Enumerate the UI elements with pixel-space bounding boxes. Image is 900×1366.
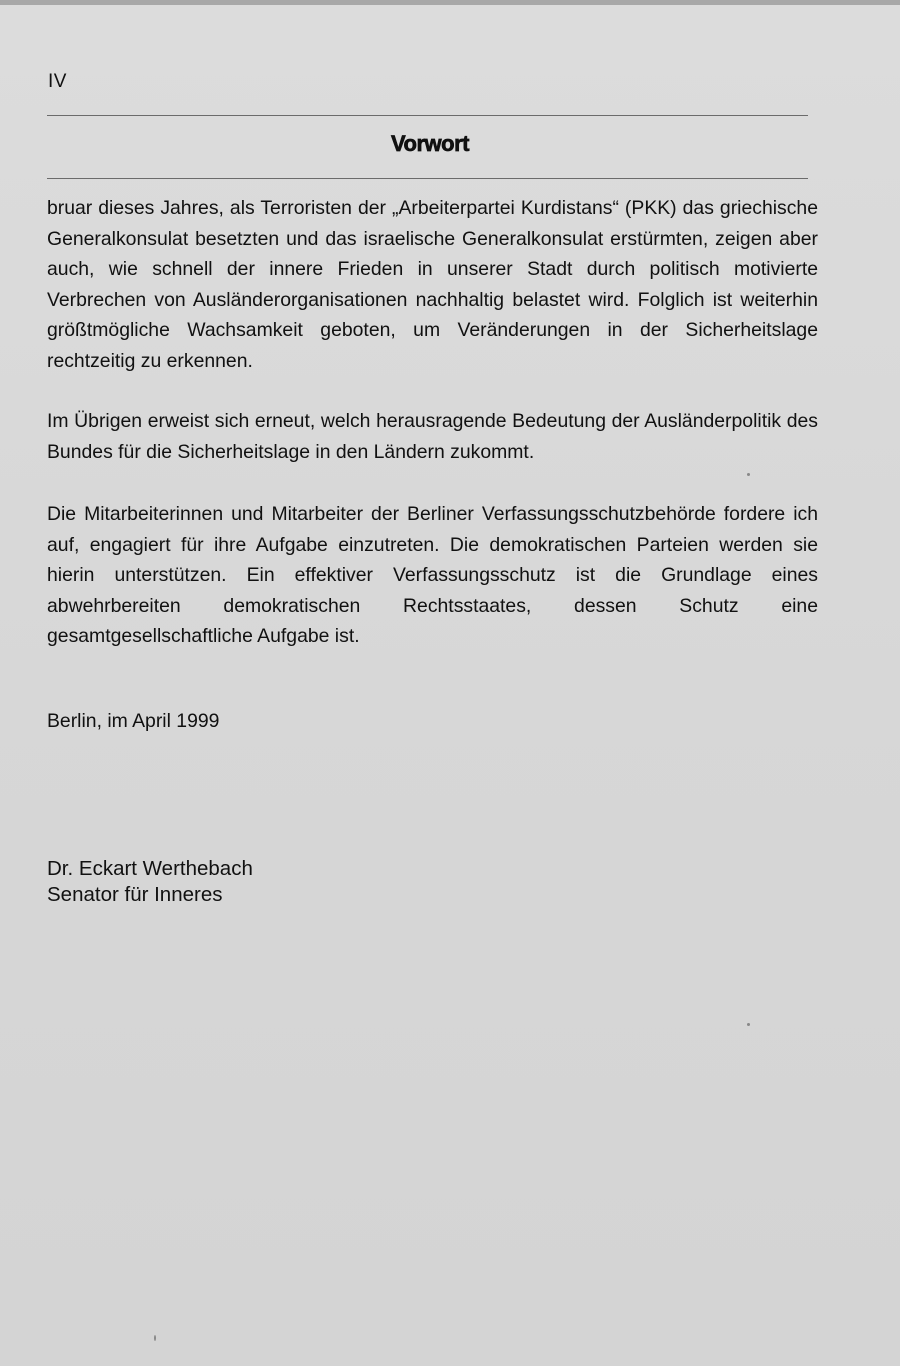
signer-name: Dr. Eckart Werthebach bbox=[47, 857, 253, 880]
scan-speck bbox=[747, 1023, 750, 1026]
page-title: Vorwort bbox=[391, 131, 469, 156]
scan-speck bbox=[154, 1335, 156, 1341]
page-number: IV bbox=[48, 71, 67, 92]
header-top-rule bbox=[47, 115, 808, 116]
signature-block bbox=[47, 856, 253, 908]
signer-title: Senator für Inneres bbox=[47, 883, 223, 906]
paragraph-1: bruar dieses Jahres, als Terroristen der „Arbeiterpartei Kurdistans“ (PKK) das griechische Generalkonsulat besetzten und das israelische Generalkonsulat erstürmten, zeigen aber auch, wie schnell der innere Frieden in unserer Stadt durch politisch motivierte Verbrechen von Ausländerorganisationen nachhaltig belastet wird. Folglich ist weiterhin größtmögliche Wachsamkeit geboten, um Veränderungen in der Sicherheitslage rechtzeitig zu erkennen. bbox=[47, 197, 818, 372]
header-bottom-rule bbox=[47, 178, 808, 179]
scan-speck bbox=[747, 473, 750, 476]
place-and-date: Berlin, im April 1999 bbox=[47, 710, 220, 732]
paragraph-2: Im Übrigen erweist sich erneut, welch herausragende Bedeutung der Ausländerpolitik des Bundes für die Sicherheitslage in den Ländern zukommt. bbox=[47, 410, 818, 463]
paragraph-3: Die Mitarbeiterinnen und Mitarbeiter der Berliner Verfassungsschutzbehörde fordere ich auf, engagiert für ihre Aufgabe einzutreten. Die demokratischen Parteien werden sie hierin unterstützen. Ein effektiver Verfassungsschutz ist die Grundlage eines abwehrbereiten demokratischen Rechtsstaates, dessen Schutz eine gesamtgesellschaftliche Aufgabe ist. bbox=[47, 503, 818, 648]
